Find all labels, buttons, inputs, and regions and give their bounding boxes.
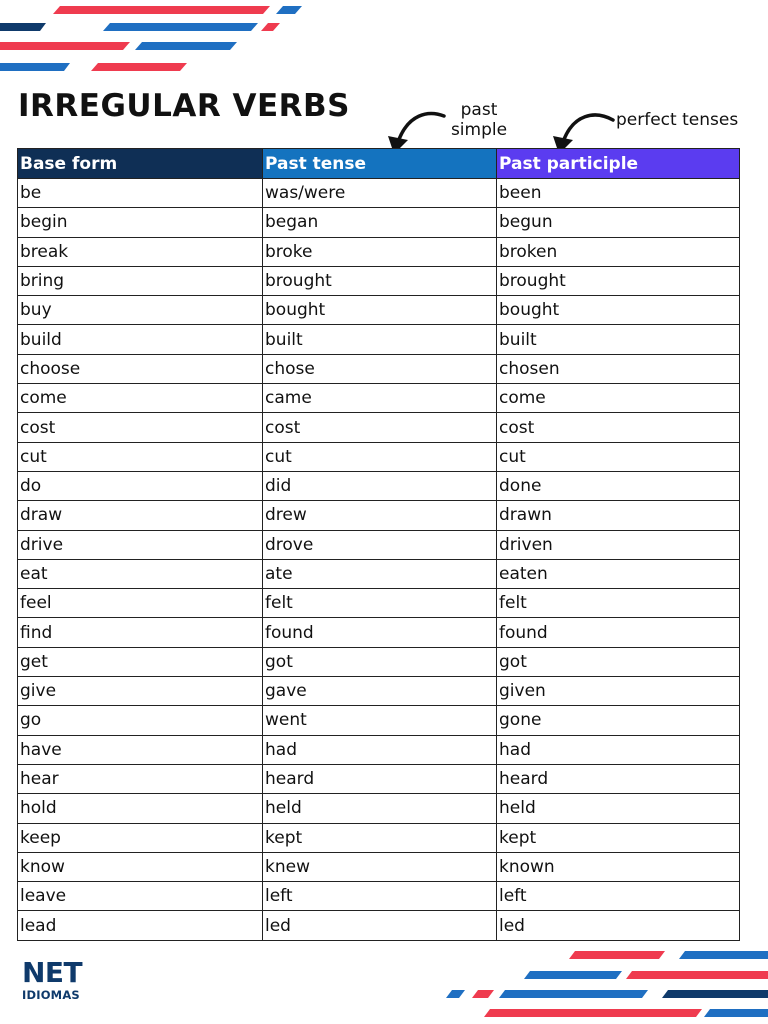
table-row	[18, 618, 740, 647]
cell-base-form: hear	[18, 764, 263, 793]
table-row	[18, 882, 740, 911]
cell-past-participle: held	[497, 794, 740, 823]
cell-base-form: hold	[18, 794, 263, 823]
cell-past-participle: felt	[497, 589, 740, 618]
table-row	[18, 530, 740, 559]
cell-past-participle: given	[497, 677, 740, 706]
table-row	[18, 677, 740, 706]
cell-past-tense: drew	[263, 501, 497, 530]
cell-past-tense: kept	[263, 823, 497, 852]
cell-past-tense: broke	[263, 237, 497, 266]
table-row	[18, 823, 740, 852]
table-row	[18, 413, 740, 442]
cell-base-form: eat	[18, 559, 263, 588]
cell-base-form: find	[18, 618, 263, 647]
table-row	[18, 706, 740, 735]
table-row	[18, 208, 740, 237]
cell-past-tense: bought	[263, 296, 497, 325]
perfect-tenses-note: perfect tenses	[616, 110, 739, 130]
cell-past-participle: eaten	[497, 559, 740, 588]
cell-base-form: do	[18, 471, 263, 500]
cell-past-participle: been	[497, 179, 740, 208]
cell-past-participle: brought	[497, 266, 740, 295]
cell-past-tense: felt	[263, 589, 497, 618]
cell-past-tense: left	[263, 882, 497, 911]
table-row	[18, 794, 740, 823]
table-body	[18, 179, 740, 941]
cell-past-tense: led	[263, 911, 497, 940]
cell-past-participle: chosen	[497, 354, 740, 383]
cell-past-tense: knew	[263, 852, 497, 881]
cell-base-form: bring	[18, 266, 263, 295]
cell-base-form: get	[18, 647, 263, 676]
cell-past-tense: did	[263, 471, 497, 500]
cell-base-form: know	[18, 852, 263, 881]
cell-past-participle: done	[497, 471, 740, 500]
cell-past-tense: came	[263, 384, 497, 413]
cell-base-form: lead	[18, 911, 263, 940]
cell-past-tense: cost	[263, 413, 497, 442]
cell-past-participle: driven	[497, 530, 740, 559]
cell-past-tense: was/were	[263, 179, 497, 208]
cell-past-tense: drove	[263, 530, 497, 559]
table-row	[18, 266, 740, 295]
cell-past-participle: drawn	[497, 501, 740, 530]
table-row	[18, 647, 740, 676]
top-stripes	[0, 6, 302, 71]
cell-past-tense: began	[263, 208, 497, 237]
cell-base-form: come	[18, 384, 263, 413]
table-header-row	[18, 149, 740, 179]
cell-base-form: break	[18, 237, 263, 266]
cell-base-form: feel	[18, 589, 263, 618]
header-past-participle: Past participle	[497, 149, 740, 179]
table-row	[18, 589, 740, 618]
cell-past-tense: ate	[263, 559, 497, 588]
table-row	[18, 764, 740, 793]
cell-past-participle: built	[497, 325, 740, 354]
table-row	[18, 296, 740, 325]
cell-past-participle: bought	[497, 296, 740, 325]
cell-base-form: keep	[18, 823, 263, 852]
cell-past-participle: cut	[497, 442, 740, 471]
cell-base-form: go	[18, 706, 263, 735]
cell-past-participle: led	[497, 911, 740, 940]
logo-name: NET	[22, 956, 83, 989]
cell-base-form: give	[18, 677, 263, 706]
cell-base-form: drive	[18, 530, 263, 559]
cell-base-form: cut	[18, 442, 263, 471]
cell-past-participle: come	[497, 384, 740, 413]
cell-past-tense: had	[263, 735, 497, 764]
table-row	[18, 852, 740, 881]
cell-past-tense: brought	[263, 266, 497, 295]
cell-past-tense: built	[263, 325, 497, 354]
page-title: IRREGULAR VERBS	[18, 88, 350, 124]
table-row	[18, 735, 740, 764]
cell-past-tense: gave	[263, 677, 497, 706]
cell-past-tense: heard	[263, 764, 497, 793]
bottom-stripes	[446, 951, 768, 1017]
table-row	[18, 384, 740, 413]
cell-past-participle: kept	[497, 823, 740, 852]
cell-base-form: buy	[18, 296, 263, 325]
irregular-verbs-table	[17, 148, 740, 941]
cell-base-form: leave	[18, 882, 263, 911]
header-base-form: Base form	[18, 149, 263, 179]
cell-past-participle: found	[497, 618, 740, 647]
logo-subtitle: IDIOMAS	[22, 988, 80, 1002]
cell-past-tense: cut	[263, 442, 497, 471]
cell-past-participle: got	[497, 647, 740, 676]
cell-past-tense: held	[263, 794, 497, 823]
past-simple-note: past simple	[450, 100, 508, 140]
table-row	[18, 471, 740, 500]
cell-past-tense: got	[263, 647, 497, 676]
cell-base-form: build	[18, 325, 263, 354]
cell-base-form: be	[18, 179, 263, 208]
table-row	[18, 325, 740, 354]
table-row	[18, 911, 740, 940]
cell-base-form: choose	[18, 354, 263, 383]
cell-past-tense: went	[263, 706, 497, 735]
cell-past-participle: heard	[497, 764, 740, 793]
cell-base-form: have	[18, 735, 263, 764]
table-row	[18, 501, 740, 530]
cell-base-form: begin	[18, 208, 263, 237]
table-row	[18, 559, 740, 588]
cell-past-participle: had	[497, 735, 740, 764]
cell-past-tense: chose	[263, 354, 497, 383]
table-row	[18, 179, 740, 208]
cell-past-participle: gone	[497, 706, 740, 735]
cell-base-form: cost	[18, 413, 263, 442]
cell-base-form: draw	[18, 501, 263, 530]
cell-past-participle: cost	[497, 413, 740, 442]
cell-past-tense: found	[263, 618, 497, 647]
cell-past-participle: left	[497, 882, 740, 911]
header-past-tense: Past tense	[263, 149, 497, 179]
cell-past-participle: known	[497, 852, 740, 881]
cell-past-participle: begun	[497, 208, 740, 237]
net-idiomas-logo	[22, 958, 82, 1002]
table-row	[18, 237, 740, 266]
table-row	[18, 354, 740, 383]
cell-past-participle: broken	[497, 237, 740, 266]
table-row	[18, 442, 740, 471]
